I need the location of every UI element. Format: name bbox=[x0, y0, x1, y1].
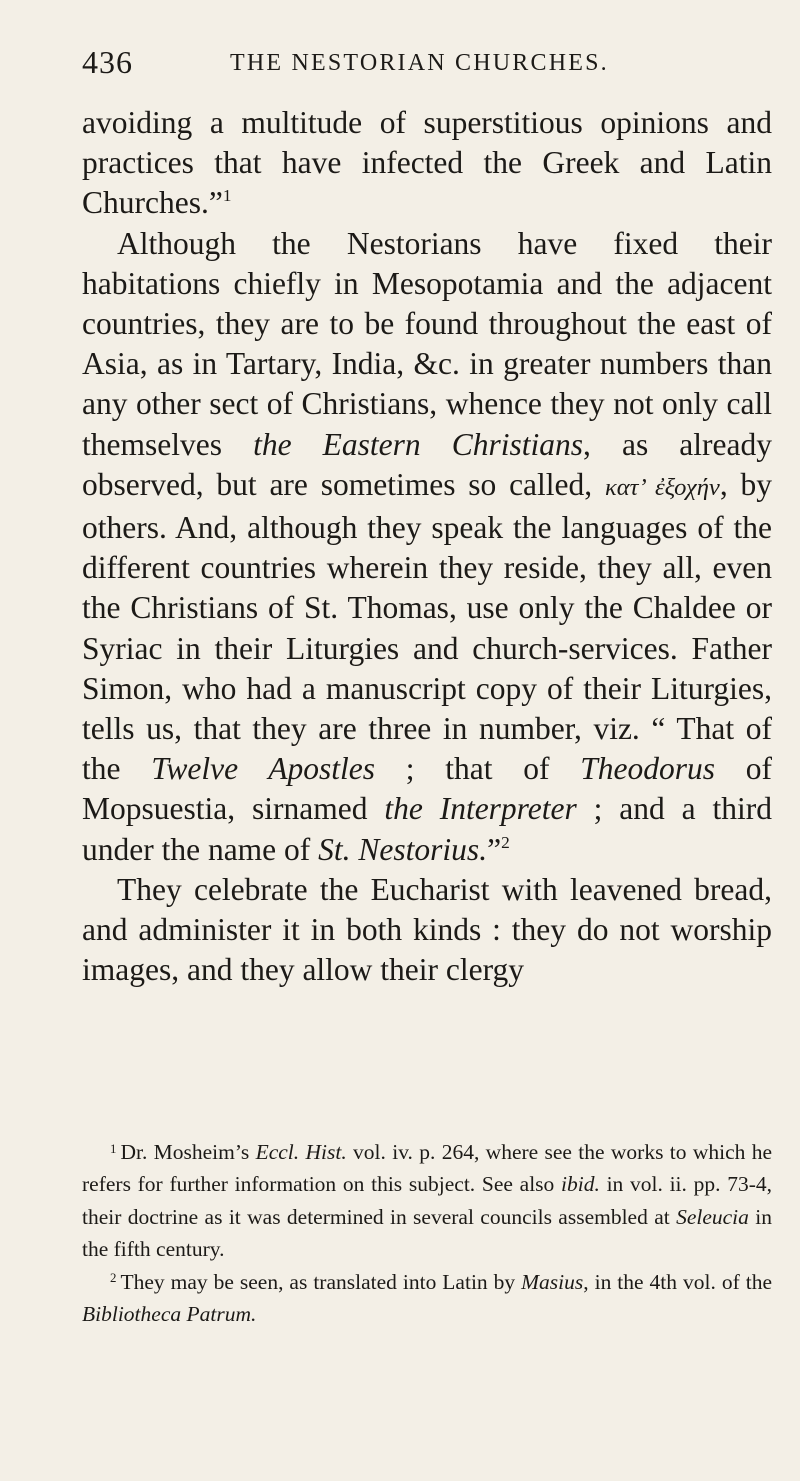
footnote-2-mark: 2 bbox=[110, 1271, 117, 1286]
footnote-2-text-a: They may be seen, as translated into Latin by bbox=[120, 1269, 522, 1294]
running-title: THE NESTORIAN CHURCHES. bbox=[230, 50, 609, 76]
footnote-1-work: Eccl. Hist. bbox=[255, 1140, 347, 1164]
footnote-1-text-e: in the fifth century. bbox=[82, 1204, 772, 1262]
footnote-2-bibliotheca: Bibliotheca Patrum. bbox=[82, 1302, 257, 1327]
paragraph-3-text: They celebrate the Eucharist with leavened bread, and administer it in both kinds : they do not worship images, and they allow their clergy bbox=[82, 871, 772, 988]
body-text bbox=[82, 103, 772, 990]
footnote-1-ibid: ibid. bbox=[561, 1172, 600, 1197]
greek-phrase: κατ’ ἐξοχήν bbox=[604, 473, 720, 501]
footnote-1-seleucia: Seleucia bbox=[676, 1204, 749, 1229]
footnote-1-text-a: vol. iv. p. 264, where see the works to which he refers for further information on this subject. See also bbox=[82, 1140, 773, 1197]
paragraph-continued bbox=[82, 103, 772, 224]
paragraph-eucharist bbox=[82, 870, 772, 991]
paragraph-2-text-a: Although the Nestorians have fixed their habitations chiefly in Mesopotamia and the adjacent countries, they are to be found throughout the east of Asia, as in Tartary, India, &c. in greater numbers than any other sect of Christians, whence they not only call themselves bbox=[82, 225, 772, 462]
paragraph-2-text-c: , as already observed, but are sometimes so called, bbox=[82, 426, 772, 502]
footnotes bbox=[82, 1136, 772, 1330]
footnote-2-masius: Masius bbox=[521, 1269, 584, 1294]
footnote-ref-2: 2 bbox=[501, 832, 510, 852]
footnote-2 bbox=[82, 1266, 772, 1331]
footnote-1-mark: 1 bbox=[110, 1141, 117, 1156]
italic-interpreter: the Interpreter bbox=[384, 791, 577, 827]
paragraph-nestorian-habitations bbox=[82, 224, 772, 870]
italic-twelve-apostles: Twelve Apostles bbox=[151, 751, 376, 787]
footnote-1-text-c: in vol. ii. pp. 73-4, their doctrine as it was determined in several councils assembled at bbox=[82, 1172, 773, 1229]
footnote-1-author: Dr. Mosheim’s bbox=[120, 1140, 250, 1164]
paragraph-1-text: avoiding a multitude of superstitious opinions and practices that have infected the Greek and Latin Churches.” bbox=[82, 105, 772, 221]
italic-theodorus: Theodorus bbox=[580, 751, 716, 787]
paragraph-2-text-i: of Mopsuestia, sirnamed bbox=[82, 751, 773, 827]
italic-st-nestorius: St. Nestorius. bbox=[318, 831, 488, 867]
paragraph-2-text-e: , by others. And, although they speak the languages of the different countries wherein they reside, they all, even the Christians of St. Thomas, use only the Chaldee or Syriac in their Liturgies and church-services. Father Simon, who had a manuscript copy of their Liturgies, tells us, that they are three in number, viz. “ That of the bbox=[82, 466, 773, 787]
paragraph-2-text-k: ; and a third under the name of bbox=[82, 791, 772, 867]
closing-quote: ” bbox=[487, 831, 502, 867]
footnote-ref-1: 1 bbox=[222, 186, 232, 206]
footnote-1 bbox=[82, 1136, 772, 1266]
paragraph-2-text-g: ; that of bbox=[375, 751, 581, 787]
footnote-2-text-c: , in the 4th vol. of the bbox=[583, 1269, 772, 1294]
running-head bbox=[82, 44, 772, 84]
page-number: 436 bbox=[82, 44, 133, 80]
italic-eastern-christians: the Eastern Christians bbox=[253, 426, 584, 462]
